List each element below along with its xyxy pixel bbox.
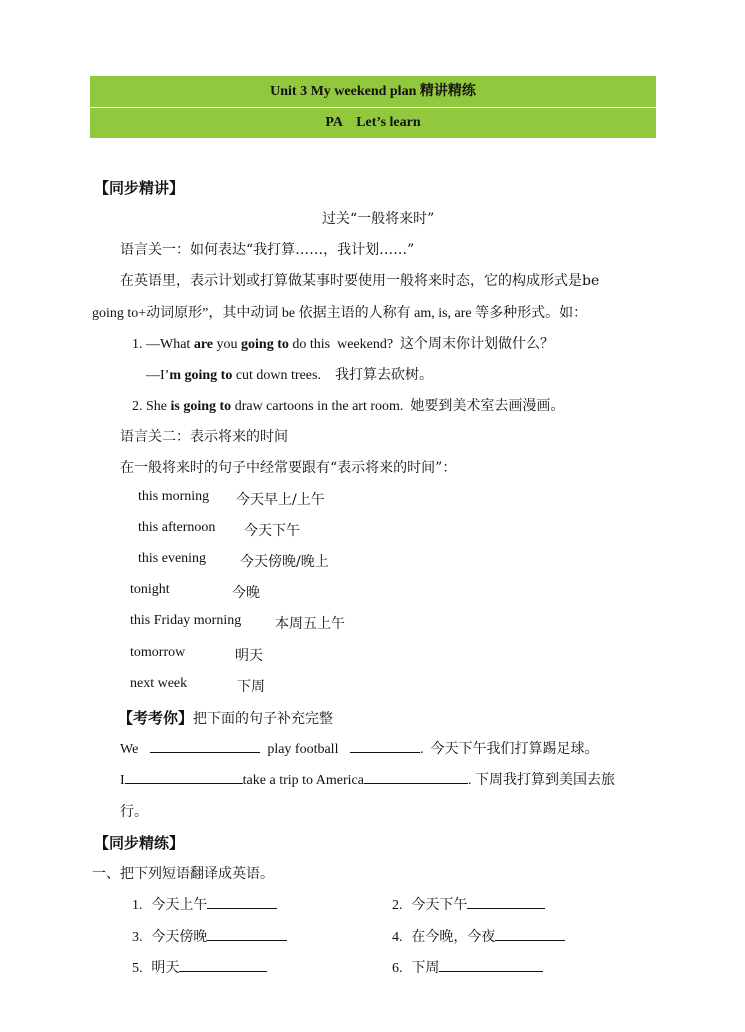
example-bold: m going to — [169, 368, 233, 383]
quiz-text: play football — [267, 742, 339, 757]
answer-blank[interactable] — [125, 770, 243, 784]
quiz-text: We — [120, 742, 139, 757]
item-number: 6. — [392, 961, 403, 976]
quiz-text: take a trip to America — [242, 773, 364, 788]
quiz-text: I — [120, 773, 125, 788]
answer-blank[interactable] — [364, 770, 468, 784]
time-zh: 本周五上午 — [275, 616, 345, 632]
time-en: this evening — [138, 551, 207, 566]
item-text: 今天傍晚 — [151, 929, 208, 945]
item-number: 5. — [132, 961, 143, 976]
example-text: do this weekend? 这个周末你计划做什么？ — [288, 337, 555, 352]
example-2 — [132, 395, 564, 415]
quiz-text: . 今天下午我们打算踢足球。 — [419, 742, 599, 757]
quiz-sentence-2-cont: 行。 — [120, 804, 148, 820]
quiz-sentence-2 — [120, 769, 615, 789]
answer-blank[interactable] — [495, 927, 565, 941]
gate-one-heading: 语言关一：如何表达“我打算……，我计划……” — [120, 242, 415, 258]
list-item — [132, 926, 287, 946]
item-text: 明天 — [151, 960, 180, 976]
answer-blank[interactable] — [150, 739, 260, 753]
title-banner — [90, 76, 656, 107]
section-heading-sync-explain: 【同步精讲】 — [94, 179, 185, 197]
answer-blank[interactable] — [467, 895, 545, 909]
example-1-response — [146, 364, 433, 384]
item-number: 2. — [392, 898, 403, 913]
example-1 — [132, 333, 554, 353]
quiz-line — [118, 707, 333, 728]
subtitle-banner — [90, 108, 656, 138]
time-zh: 今天下午 — [244, 523, 300, 539]
example-text: 1. —What — [132, 337, 194, 352]
answer-blank[interactable] — [179, 958, 267, 972]
example-text: draw cartoons in the art room. 她要到美术室去画漫画。 — [231, 399, 565, 414]
answer-blank[interactable] — [350, 739, 420, 753]
paragraph-line-1: 在英语里，表示计划或打算做某事时要使用一般将来时态，它的构成形式是be — [120, 273, 600, 289]
answer-blank[interactable] — [207, 927, 287, 941]
time-zh: 下周 — [237, 679, 265, 695]
answer-blank[interactable] — [207, 895, 277, 909]
paragraph-line-2: going to+动词原形”，其中动词 be 依据主语的人称有 am, is, are 等多种形式。如： — [92, 306, 588, 321]
list-item — [392, 926, 565, 946]
item-text: 在今晚，今夜 — [411, 929, 496, 945]
item-number: 4. — [392, 930, 403, 945]
time-en: next week — [130, 676, 188, 691]
example-bold: is going to — [170, 399, 232, 414]
item-number: 3. — [132, 930, 143, 945]
page-title: Unit 3 My weekend plan 精讲精练 — [270, 84, 476, 99]
quiz-text: . 下周我打算到美国去旅 — [467, 773, 615, 788]
time-en: tonight — [130, 582, 170, 597]
time-en: tomorrow — [130, 645, 186, 660]
quiz-heading: 【考考你】 — [118, 709, 194, 727]
example-bold: are — [193, 337, 214, 352]
time-zh: 今晚 — [232, 585, 260, 601]
item-text: 下周 — [411, 960, 440, 976]
item-text: 今天下午 — [411, 897, 468, 913]
time-en: this morning — [138, 489, 210, 504]
answer-blank[interactable] — [439, 958, 543, 972]
item-number: 1. — [132, 898, 143, 913]
section-heading-sync-practice: 【同步精练】 — [94, 834, 185, 852]
time-zh: 明天 — [235, 648, 263, 664]
example-text: you — [213, 337, 242, 352]
list-item — [132, 957, 267, 977]
part-one-instruction: 一、把下列短语翻译成英语。 — [92, 866, 274, 882]
quiz-instruction: 把下面的句子补充完整 — [193, 711, 334, 727]
example-text: 2. She — [132, 399, 171, 414]
gate-two-heading: 语言关二：表示将来的时间 — [120, 429, 288, 445]
time-en: this afternoon — [138, 520, 216, 535]
example-text: cut down trees. 我打算去砍树。 — [232, 368, 433, 383]
quiz-sentence-1 — [120, 738, 598, 758]
page-subtitle: PA Let’s learn — [325, 115, 421, 130]
list-item — [392, 957, 543, 977]
example-text: —I’ — [146, 368, 170, 383]
time-zh: 今天早上/上午 — [236, 492, 325, 508]
example-bold: going to — [241, 337, 289, 352]
item-text: 今天上午 — [151, 897, 208, 913]
paragraph-future-time: 在一般将来时的句子中经常要跟有“表示将来的时间”： — [120, 460, 457, 476]
time-zh: 今天傍晚/晚上 — [240, 554, 329, 570]
lesson-title: 过关“一般将来时” — [322, 211, 435, 227]
list-item — [132, 894, 277, 914]
list-item — [392, 894, 545, 914]
time-en: this Friday morning — [130, 613, 242, 628]
